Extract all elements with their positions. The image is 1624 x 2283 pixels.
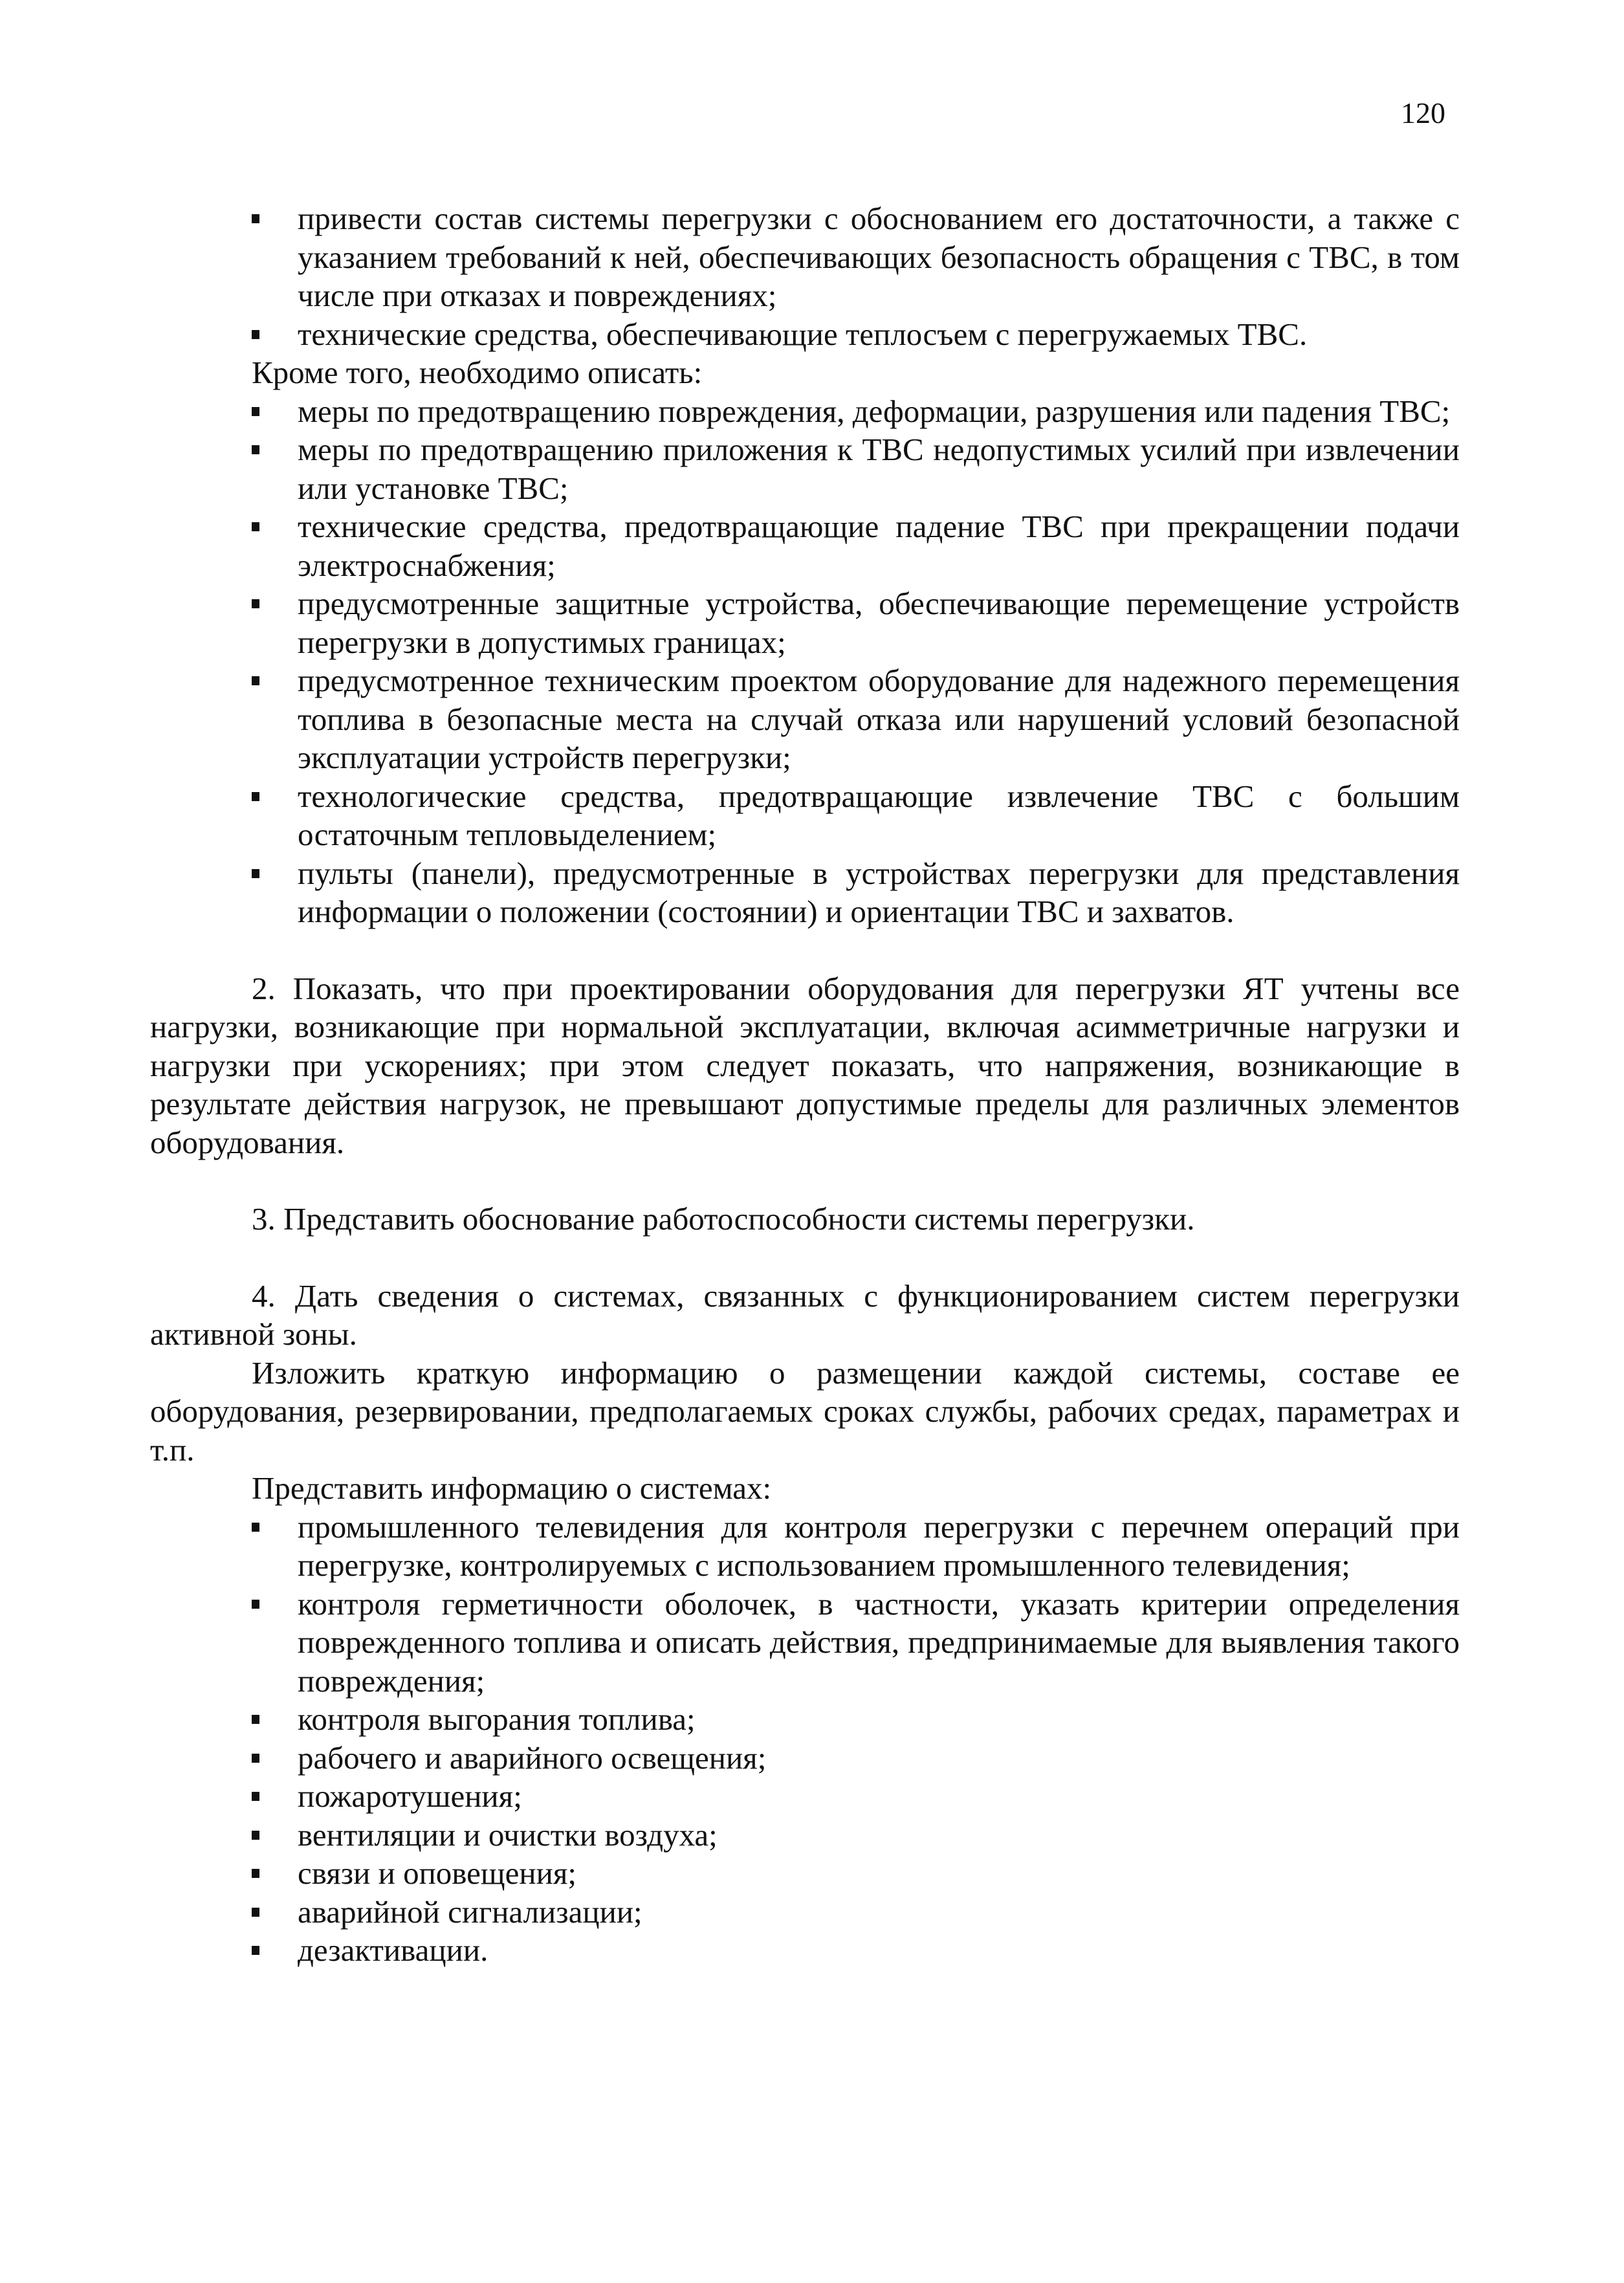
list-intro: Представить информацию о системах: [252, 1470, 772, 1506]
list-item: дезактивации. [150, 1931, 1460, 1970]
list-item: рабочего и аварийного освещения; [150, 1739, 1460, 1778]
bullet-list-systems [150, 1508, 1460, 1970]
paragraph-4-details: Изложить краткую информацию о размещении каждой системы, составе ее оборудования, резервировании, предполагаемых сроках службы, рабочих средах, параметрах и т.п. [150, 1354, 1460, 1468]
spacer [150, 1162, 1460, 1200]
list-item: пожаротушения; [150, 1777, 1460, 1816]
list-item: пульты (панели), предусмотренные в устройствах перегрузки для представления информации о положении (состоянии) и ориентации ТВС и захватов. [150, 854, 1460, 931]
list-item: меры по предотвращению приложения к ТВС недопустимых усилий при извлечении или установке ТВС; [150, 430, 1460, 507]
list-item: меры по предотвращению повреждения, деформации, разрушения или падения ТВС; [150, 392, 1460, 431]
page-number: 120 [1401, 96, 1445, 129]
square-bullet-icon [252, 1908, 259, 1917]
list-item: технические средства, предотвращающие падение ТВС при прекращении подачи электроснабжения; [150, 507, 1460, 584]
square-bullet-icon [252, 214, 259, 223]
square-bullet-icon [252, 792, 259, 801]
spacer [150, 1239, 1460, 1277]
square-bullet-icon [252, 1946, 259, 1955]
square-bullet-icon [252, 599, 259, 608]
square-bullet-icon [252, 1792, 259, 1801]
list-intro: Кроме того, необходимо описать: [252, 355, 703, 390]
square-bullet-icon [252, 1600, 259, 1609]
list-item: предусмотренное техническим проектом оборудование для надежного перемещения топлива в безопасные места на случай отказа или нарушений условий безопасной эксплуатации устройств перегрузки; [150, 661, 1460, 777]
list-item: промышленного телевидения для контроля перегрузки с перечнем операций при перегрузке, контролируемых с использованием промышленного телевидения; [150, 1508, 1460, 1585]
square-bullet-icon [252, 1523, 259, 1532]
list-item: привести состав системы перегрузки с обоснованием его достаточности, а также с указанием требований к ней, обеспечивающих безопасность обращения с ТВС, в том числе при отказах и повреждениях; [150, 199, 1460, 315]
paragraph-3: 3. Представить обоснование работоспособности системы перегрузки. [252, 1201, 1195, 1237]
list-item: предусмотренные защитные устройства, обеспечивающие перемещение устройств перегрузки в допустимых границах; [150, 584, 1460, 661]
list-item: вентиляции и очистки воздуха; [150, 1816, 1460, 1855]
bullet-list-measures [150, 392, 1460, 931]
list-item: связи и оповещения; [150, 1854, 1460, 1893]
square-bullet-icon [252, 676, 259, 685]
paragraph-2: 2. Показать, что при проектировании оборудования для перегрузки ЯТ учтены все нагрузки, возникающие при нормальной эксплуатации, включая асимметричные нагрузки и нагрузки при ускорениях; при этом следует показать, что напряжения, возникающие в результате действия нагрузок, не превышают допустимые пределы для различных элементов оборудования. [150, 970, 1460, 1160]
document-body [150, 199, 1460, 1970]
square-bullet-icon [252, 330, 259, 339]
paragraph-4: 4. Дать сведения о системах, связанных с функционированием систем перегрузки активной зоны. [150, 1277, 1460, 1352]
list-item: технологические средства, предотвращающие извлечение ТВС с большим остаточным тепловыделением; [150, 777, 1460, 854]
square-bullet-icon [252, 1831, 259, 1840]
square-bullet-icon [252, 1715, 259, 1724]
list-item: технические средства, обеспечивающие теплосъем с перегружаемых ТВС. [150, 315, 1460, 354]
square-bullet-icon [252, 522, 259, 531]
square-bullet-icon [252, 1754, 259, 1763]
square-bullet-icon [252, 445, 259, 454]
square-bullet-icon [252, 869, 259, 878]
list-item: аварийной сигнализации; [150, 1893, 1460, 1932]
list-item: контроля герметичности оболочек, в частности, указать критерии определения поврежденного топлива и описать действия, предпринимаемые для выявления такого повреждения; [150, 1585, 1460, 1701]
square-bullet-icon [252, 407, 259, 416]
square-bullet-icon [252, 1869, 259, 1878]
list-item: контроля выгорания топлива; [150, 1700, 1460, 1739]
bullet-list-requirements [150, 199, 1460, 353]
spacer [150, 931, 1460, 969]
